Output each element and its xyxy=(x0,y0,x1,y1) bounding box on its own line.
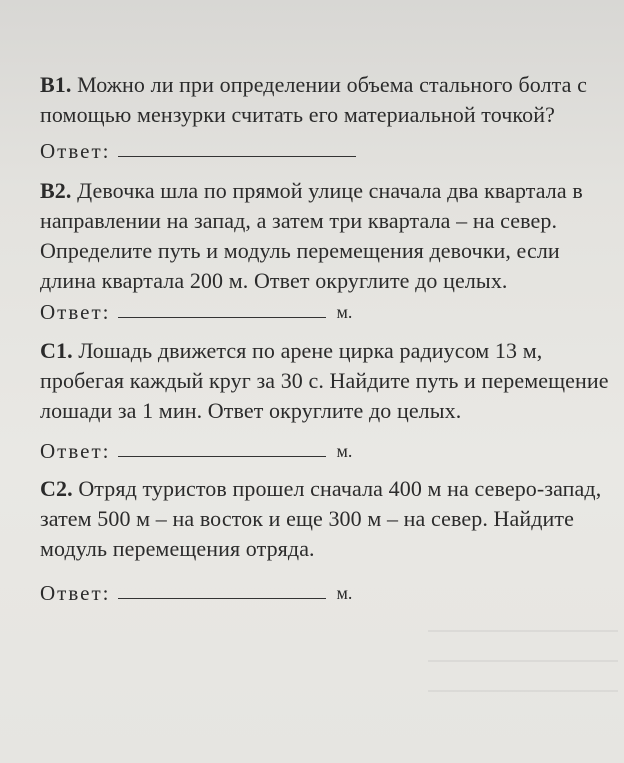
task-c2 xyxy=(40,474,610,564)
answer-c1 xyxy=(40,436,600,466)
answer-unit: м. xyxy=(336,583,353,603)
task-number: С1. xyxy=(40,338,73,363)
answer-c2 xyxy=(40,578,600,608)
task-number: В2. xyxy=(40,178,72,203)
task-text: Лошадь движется по арене цирка радиусом 13 м, пробегая каждый круг за 30 с. Найдите путь и перемещение лошади за 1 мин. Ответ округлите до целых. xyxy=(40,338,609,423)
task-b2 xyxy=(40,176,610,296)
task-text: Девочка шла по прямой улице сначала два квартала в направлении на запад, а затем три квартала – на север. Определите путь и модуль перемещения девочки, если длина квартала 200 м. Ответ округлите до целых. xyxy=(40,178,583,293)
answer-line[interactable] xyxy=(118,136,356,157)
task-c1 xyxy=(40,336,610,426)
answer-b1 xyxy=(40,136,600,166)
task-text: Отряд туристов прошел сначала 400 м на северо-запад, затем 500 м – на восток и еще 300 м – на север. Найдите модуль перемещения отряда. xyxy=(40,476,602,561)
task-b1 xyxy=(40,70,610,130)
answer-b2 xyxy=(40,297,600,327)
answer-label: Ответ: xyxy=(40,139,111,163)
answer-label: Ответ: xyxy=(40,300,111,324)
answer-label: Ответ: xyxy=(40,439,111,463)
answer-label: Ответ: xyxy=(40,581,111,605)
bleed-through-shade xyxy=(428,690,618,692)
answer-line[interactable] xyxy=(118,436,326,457)
answer-line[interactable] xyxy=(118,578,326,599)
task-text: Можно ли при определении объема стального болта с помощью мензурки считать его материальной точкой? xyxy=(40,72,587,127)
answer-line[interactable] xyxy=(118,297,326,318)
bleed-through-shade xyxy=(428,630,618,632)
answer-unit: м. xyxy=(336,302,353,322)
task-number: С2. xyxy=(40,476,73,501)
bleed-through-shade xyxy=(428,660,618,662)
answer-unit: м. xyxy=(336,441,353,461)
task-number: В1. xyxy=(40,72,72,97)
